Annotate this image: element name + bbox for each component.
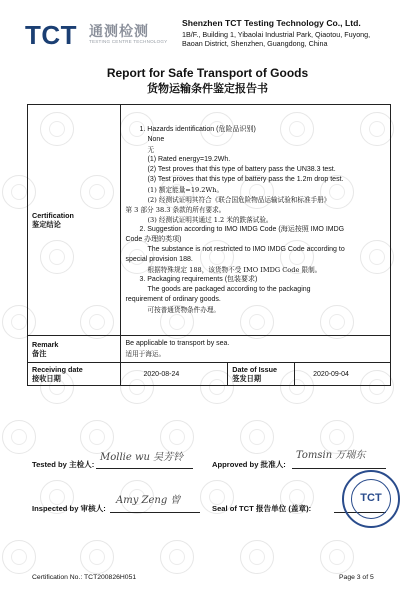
inspected-by-signature: Amy Zeng 曾 — [116, 495, 181, 506]
address-line: Baoan District, Shenzhen, Guangdong, China — [182, 39, 328, 48]
issue-date-label-cell — [228, 363, 295, 386]
logo-subtitle: TESTING CENTRE TECHNOLOGY — [89, 39, 168, 44]
content-line: (3) 经测试证明其通过 1.2 米的跌落试验。 — [147, 216, 273, 224]
content-line: special provision 188. — [125, 256, 193, 263]
section-heading: 1. Hazards identification (危险品识别) — [139, 126, 256, 133]
receiving-date-label-chinese: 接收日期 — [32, 374, 61, 383]
content-line: (2) 经测试证明其符合《联合国危险物品运输试验和标准手册》 — [147, 196, 331, 204]
issue-date-label: Date of Issue — [232, 365, 278, 374]
approved-by-signature: Tomsin 万瑞东 — [296, 450, 366, 461]
content-line: The substance is not restricted to IMO IMDG Code according to — [147, 246, 345, 253]
remark-line: 适用于海运。 — [125, 350, 166, 358]
certification-row — [28, 105, 391, 336]
content-line: requirement of ordinary goods. — [125, 296, 221, 303]
page-number: Page 3 of 5 — [339, 574, 374, 581]
seal-text: TCT — [360, 492, 382, 504]
receiving-date-label: Receiving date — [32, 365, 83, 374]
remark-content — [121, 336, 391, 363]
tct-seal-stamp — [342, 470, 400, 528]
receiving-date-label-cell — [28, 363, 121, 386]
remark-label-chinese: 备注 — [32, 349, 47, 358]
content-line: (1) Rated energy=19.2Wh. — [147, 156, 231, 163]
content-line: (3) Test proves that this type of battery pass the 1.2m drop test. — [147, 176, 344, 183]
certification-label: Certification — [32, 211, 74, 220]
dates-row — [28, 363, 391, 386]
section-heading: 2. Suggestion according to IMO IMDG Code (海运按照 IMO IMDG — [139, 226, 345, 233]
remark-row — [28, 336, 391, 363]
content-line: The goods are packaged according to the packaging — [147, 286, 311, 293]
content-line: 无 — [147, 146, 155, 154]
company-name: Shenzhen TCT Testing Technology Co., Ltd. — [182, 18, 361, 28]
content-line: 第 3 部分 38.3 条款的所有要求。 — [125, 206, 226, 214]
content-line: (1) 额定能量=19.2Wh。 — [147, 186, 224, 194]
tested-by-signature: Mollie wu 吴芳铃 — [100, 452, 184, 463]
content-line: None — [147, 136, 165, 143]
seal-label: Seal of TCT 报告单位 (盖章): — [212, 504, 312, 513]
certification-label-cell — [28, 105, 121, 336]
approved-by-label: Approved by 批准人: — [212, 460, 286, 469]
remark-label-cell — [28, 336, 121, 363]
report-title-chinese: 货物运输条件鉴定报告书 — [147, 83, 268, 95]
logo-chinese-text: 通测检测 — [89, 23, 149, 39]
content-line: 可按普通货物条件办理。 — [147, 306, 221, 314]
content-line: (2) Test proves that this type of battery pass the UN38.3 test. — [147, 166, 336, 173]
report-table — [27, 104, 391, 386]
approved-by-line — [292, 468, 386, 469]
remark-label: Remark — [32, 340, 59, 349]
receiving-date-value: 2020-08-24 — [121, 363, 228, 386]
company-address — [182, 30, 404, 48]
issue-date-value: 2020-09-04 — [295, 363, 391, 386]
content-line: Code 办理的类项) — [125, 236, 182, 243]
certification-label-chinese: 鉴定结论 — [32, 220, 61, 229]
certification-content — [121, 105, 391, 336]
address-line: 1B/F., Building 1, Yibaolai Industrial Park, Qiaotou, Fuyong, — [182, 30, 371, 39]
inspected-by-label: Inspected by 审核人: — [32, 504, 106, 513]
company-logo: TCT — [25, 20, 78, 50]
certification-number: Certification No.: TCT200826H051 — [32, 574, 137, 581]
content-line: 根据特殊规定 188，该货物不受 IMO IMDG Code 限制。 — [147, 266, 322, 274]
issue-date-label-chinese: 签发日期 — [232, 374, 262, 383]
tested-by-label: Tested by 主检人: — [32, 460, 95, 469]
report-title: Report for Safe Transport of Goods — [106, 66, 309, 80]
section-heading: 3. Packaging requirements (包装要求) — [139, 276, 258, 283]
remark-line: Be applicable to transport by sea. — [125, 340, 230, 347]
inspected-by-line — [110, 512, 200, 513]
tested-by-line — [96, 468, 193, 469]
